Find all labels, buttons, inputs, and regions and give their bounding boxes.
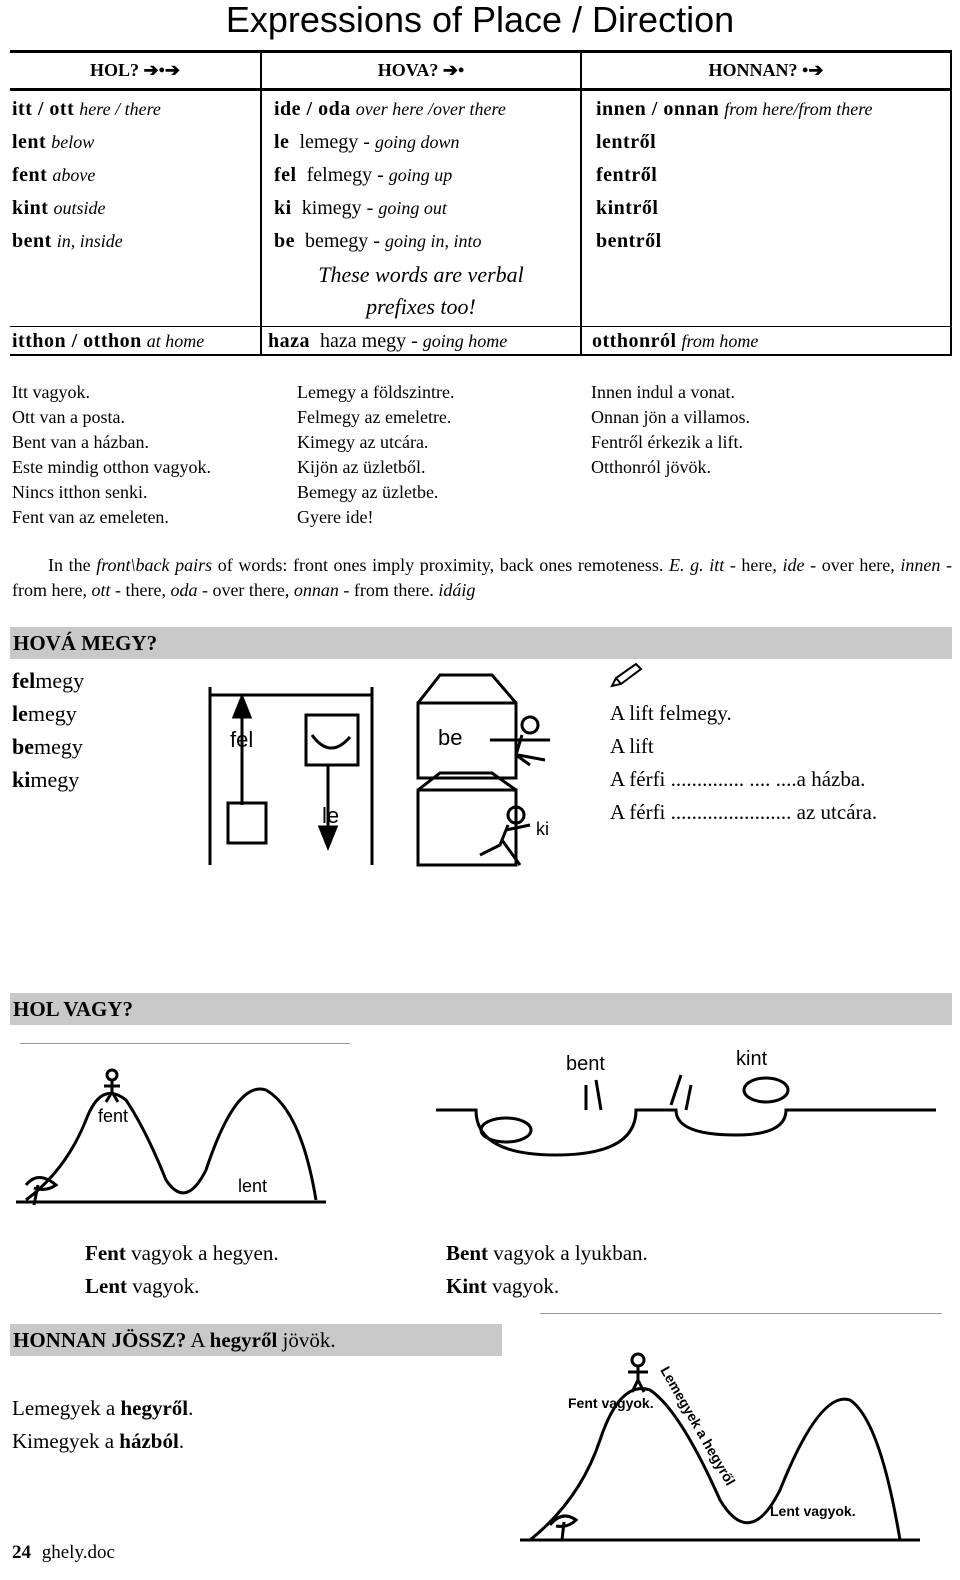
table-cell: lent below [12, 131, 95, 153]
fel-label: fel [230, 727, 254, 752]
table-cell: innen / onnan from here/from there [596, 98, 873, 120]
table-header-hol [10, 60, 260, 81]
exercise-list [610, 697, 877, 829]
lemegyek-label: Lemegyek a hegyről [657, 1363, 739, 1489]
table-cell: kint outside [12, 197, 106, 219]
le-label: le [322, 803, 340, 828]
table-cell: bentről [596, 230, 662, 252]
table-cell: itt / ott here / there [12, 98, 161, 120]
table-cell: kintről [596, 197, 659, 219]
descent-illustration [520, 1350, 940, 1550]
page-number: 24 [12, 1542, 31, 1563]
exercise-line: A férfi .............. .... ....a házba. [610, 767, 866, 791]
bent-label: bent [566, 1053, 605, 1075]
be-label: be [438, 725, 463, 750]
table-header-honnan [582, 60, 950, 81]
table-cell: fent above [12, 164, 96, 186]
table-divider [580, 53, 582, 356]
table-cell: bent in, inside [12, 230, 123, 252]
lift-house-illustration [200, 665, 600, 880]
example-line: Kimegy az utcára. [297, 432, 429, 452]
title-rule [10, 50, 952, 53]
example-line: Nincs itthon senki. [12, 482, 148, 502]
hol-sentences-right [446, 1237, 648, 1303]
table-cell: fel felmegy - going up [274, 164, 453, 186]
sentence: Kimegyek a házból. [12, 1429, 185, 1453]
example-line: Innen indul a vonat. [591, 382, 735, 402]
kint-label: kint [736, 1048, 768, 1070]
examples-col2 [297, 380, 454, 530]
header-label: HOVA? [377, 60, 439, 80]
hol-rule [20, 1043, 350, 1044]
example-line: Gyere ide! [297, 507, 374, 527]
section-heading-honnan: HONNAN JÖSSZ? A hegyről jövök. [10, 1324, 502, 1356]
file-name: ghely.doc [41, 1542, 115, 1563]
arrow-icon: •➔ [802, 60, 824, 80]
mountains-illustration [16, 1060, 346, 1210]
note-line: These words are verbal [318, 262, 524, 287]
table-col-honnan [596, 93, 873, 258]
sentence: Bent vagyok a lyukban. [446, 1241, 648, 1265]
section-heading-hol: HOL VAGY? [10, 993, 952, 1025]
verb-item: lemegy [12, 701, 77, 726]
examples-col1 [12, 380, 211, 530]
examples-col3 [591, 380, 750, 480]
table-col-hova [274, 93, 506, 258]
table-cell: ide / oda over here /over there [274, 98, 506, 120]
verb-list [12, 664, 84, 796]
table-divider [950, 53, 952, 356]
sentence: Kint vagyok. [446, 1274, 560, 1298]
table-cell: haza haza megy - going home [268, 330, 508, 352]
hole-illustration [436, 1045, 936, 1205]
header-label: HOL? [90, 60, 140, 80]
sentence: Lent vagyok. [85, 1274, 200, 1298]
note-line: prefixes too! [366, 294, 476, 319]
honnan-sentences [12, 1392, 193, 1458]
sentence: Fent vagyok a hegyen. [85, 1241, 279, 1265]
lent-vagyok-label: Lent vagyok. [770, 1503, 856, 1519]
footer [12, 1542, 115, 1564]
fent-vagyok-label: Fent vagyok. [568, 1395, 654, 1411]
example-line: Kijön az üzletből. [297, 457, 426, 477]
page-title: Expressions of Place / Direction [225, 0, 735, 40]
example-line: Bemegy az üzletbe. [297, 482, 439, 502]
table-cell: otthonról from home [592, 330, 759, 352]
verb-item: felmegy [12, 668, 85, 693]
header-label: HONNAN? [708, 60, 798, 80]
table-note [262, 259, 580, 323]
verb-item: bemegy [12, 734, 83, 759]
table-cell: lentről [596, 131, 657, 153]
lent-label: lent [238, 1176, 268, 1196]
example-line: Ott van a posta. [12, 407, 125, 427]
exercise-line: A férfi ....................... az utcára. [610, 800, 878, 824]
example-line: Lemegy a földszintre. [297, 382, 455, 402]
example-line: Este mindig otthon vagyok. [12, 457, 211, 477]
table-header-rule [10, 88, 952, 91]
example-line: Felmegy az emeletre. [297, 407, 452, 427]
table-col-hol [12, 93, 161, 258]
table-cell: itthon / otthon at home [12, 330, 205, 352]
arrow-icon: ➔• [442, 60, 465, 80]
fent-label: fent [98, 1106, 129, 1126]
example-line: Onnan jön a villamos. [591, 407, 750, 427]
table-cell: ki kimegy - going out [274, 197, 447, 219]
table-cell: fentről [596, 164, 658, 186]
example-line: Itt vagyok. [12, 382, 90, 402]
example-line: Fent van az emeleten. [12, 507, 169, 527]
table-cell: le lemegy - going down [274, 131, 460, 153]
arrow-icon: ➔•➔ [143, 60, 180, 80]
sentence: Lemegyek a hegyről. [12, 1396, 194, 1420]
exercise-line: A lift [610, 734, 654, 758]
example-line: Fentről érkezik a lift. [591, 432, 743, 452]
honnan-rule [540, 1313, 942, 1314]
table-header-hova [262, 60, 580, 81]
exercise-line: A lift felmegy. [610, 701, 732, 725]
explanation-paragraph: In the front\back pairs of words: front ones imply proximity, back ones remoteness. E. g. itt - here, ide - over here, innen - from here, ott - there, oda - over there, onnan - from there. idáig [12, 555, 953, 600]
pencil-icon [608, 662, 644, 690]
verb-item: kimegy [12, 767, 80, 792]
ki-label: ki [536, 819, 549, 839]
example-line: Bent van a házban. [12, 432, 149, 452]
table-cell: be bemegy - going in, into [274, 230, 482, 252]
hol-sentences-left [85, 1237, 279, 1303]
example-line: Otthonról jövök. [591, 457, 711, 477]
section-heading-hova: HOVÁ MEGY? [10, 627, 952, 659]
